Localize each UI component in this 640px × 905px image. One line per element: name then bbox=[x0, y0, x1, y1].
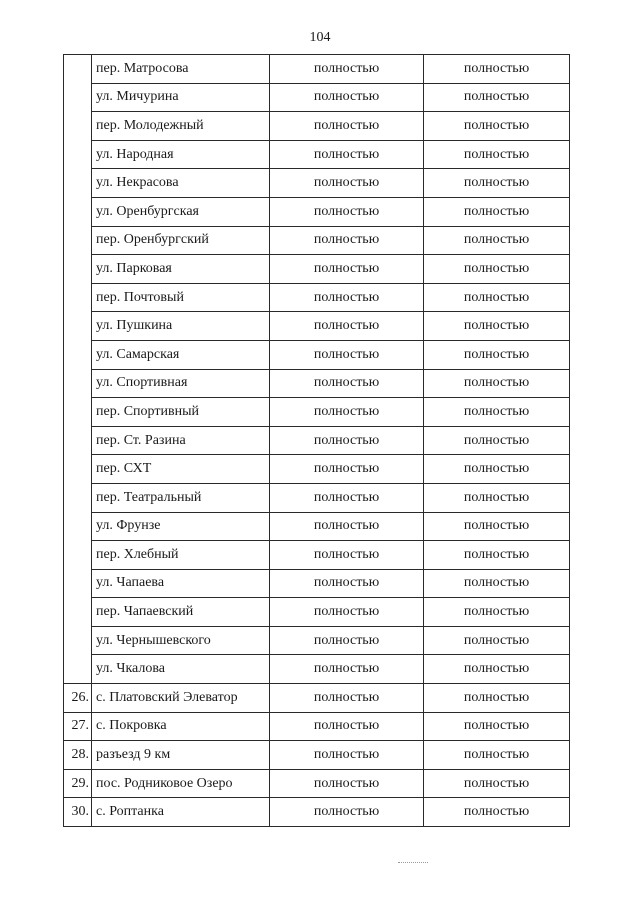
locality-name: с. Роптанка bbox=[92, 798, 270, 827]
coverage-col2: полностью bbox=[424, 283, 570, 312]
row-number bbox=[64, 340, 92, 369]
coverage-col2: полностью bbox=[424, 398, 570, 427]
row-number bbox=[64, 140, 92, 169]
coverage-col2: полностью bbox=[424, 255, 570, 284]
coverage-col1: полностью bbox=[270, 312, 424, 341]
locality-name: пер. Чапаевский bbox=[92, 598, 270, 627]
coverage-col1: полностью bbox=[270, 255, 424, 284]
coverage-col1: полностью bbox=[270, 455, 424, 484]
locality-name: ул. Чернышевского bbox=[92, 626, 270, 655]
coverage-col2: полностью bbox=[424, 83, 570, 112]
coverage-col2: полностью bbox=[424, 369, 570, 398]
coverage-col1: полностью bbox=[270, 83, 424, 112]
table-row bbox=[64, 769, 570, 798]
locality-name: ул. Некрасова bbox=[92, 169, 270, 198]
locality-name: ул. Оренбургская bbox=[92, 197, 270, 226]
table-row bbox=[64, 169, 570, 198]
footer-mark bbox=[398, 862, 428, 864]
coverage-col1: полностью bbox=[270, 769, 424, 798]
table-row bbox=[64, 283, 570, 312]
coverage-col2: полностью bbox=[424, 140, 570, 169]
coverage-col2: полностью bbox=[424, 684, 570, 713]
locality-name: ул. Парковая bbox=[92, 255, 270, 284]
coverage-col2: полностью bbox=[424, 483, 570, 512]
coverage-col1: полностью bbox=[270, 598, 424, 627]
row-number: 26. bbox=[64, 684, 92, 713]
locality-name: пер. СХТ bbox=[92, 455, 270, 484]
row-number bbox=[64, 283, 92, 312]
coverage-col1: полностью bbox=[270, 169, 424, 198]
coverage-col1: полностью bbox=[270, 512, 424, 541]
table-row bbox=[64, 798, 570, 827]
row-number bbox=[64, 312, 92, 341]
coverage-col1: полностью bbox=[270, 569, 424, 598]
coverage-col2: полностью bbox=[424, 798, 570, 827]
table-row bbox=[64, 255, 570, 284]
row-number bbox=[64, 226, 92, 255]
coverage-col2: полностью bbox=[424, 712, 570, 741]
coverage-col2: полностью bbox=[424, 226, 570, 255]
coverage-col2: полностью bbox=[424, 169, 570, 198]
coverage-col1: полностью bbox=[270, 798, 424, 827]
locality-name: пер. Хлебный bbox=[92, 541, 270, 570]
table-row bbox=[64, 512, 570, 541]
coverage-col1: полностью bbox=[270, 112, 424, 141]
coverage-col2: полностью bbox=[424, 512, 570, 541]
locality-name: пер. Ст. Разина bbox=[92, 426, 270, 455]
table-row bbox=[64, 569, 570, 598]
row-number: 27. bbox=[64, 712, 92, 741]
locality-name: с. Покровка bbox=[92, 712, 270, 741]
coverage-col2: полностью bbox=[424, 112, 570, 141]
coverage-col1: полностью bbox=[270, 626, 424, 655]
locality-name: ул. Мичурина bbox=[92, 83, 270, 112]
coverage-col2: полностью bbox=[424, 312, 570, 341]
coverage-col2: полностью bbox=[424, 655, 570, 684]
table-row bbox=[64, 369, 570, 398]
row-number bbox=[64, 369, 92, 398]
table-row bbox=[64, 312, 570, 341]
table-row bbox=[64, 340, 570, 369]
row-number bbox=[64, 626, 92, 655]
row-number bbox=[64, 255, 92, 284]
row-number: 28. bbox=[64, 741, 92, 770]
locality-name: ул. Народная bbox=[92, 140, 270, 169]
coverage-col2: полностью bbox=[424, 769, 570, 798]
table-row bbox=[64, 541, 570, 570]
table-row bbox=[64, 655, 570, 684]
row-number bbox=[64, 512, 92, 541]
row-number bbox=[64, 55, 92, 84]
row-number bbox=[64, 655, 92, 684]
locality-name: пер. Матросова bbox=[92, 55, 270, 84]
locality-name: с. Платовский Элеватор bbox=[92, 684, 270, 713]
coverage-col1: полностью bbox=[270, 226, 424, 255]
locality-name: пер. Молодежный bbox=[92, 112, 270, 141]
table-row bbox=[64, 712, 570, 741]
locality-name: ул. Пушкина bbox=[92, 312, 270, 341]
row-number: 30. bbox=[64, 798, 92, 827]
coverage-col1: полностью bbox=[270, 369, 424, 398]
locality-name: пер. Почтовый bbox=[92, 283, 270, 312]
row-number: 29. bbox=[64, 769, 92, 798]
table-row bbox=[64, 426, 570, 455]
table-row bbox=[64, 626, 570, 655]
coverage-col1: полностью bbox=[270, 398, 424, 427]
table-row bbox=[64, 226, 570, 255]
table-row bbox=[64, 483, 570, 512]
coverage-col1: полностью bbox=[270, 541, 424, 570]
coverage-col1: полностью bbox=[270, 426, 424, 455]
row-number bbox=[64, 455, 92, 484]
table-row bbox=[64, 684, 570, 713]
locality-name: ул. Чапаева bbox=[92, 569, 270, 598]
coverage-col1: полностью bbox=[270, 483, 424, 512]
coverage-col2: полностью bbox=[424, 598, 570, 627]
locality-name: пер. Спортивный bbox=[92, 398, 270, 427]
settlement-table bbox=[63, 54, 570, 827]
coverage-col2: полностью bbox=[424, 197, 570, 226]
coverage-col1: полностью bbox=[270, 712, 424, 741]
table-row bbox=[64, 112, 570, 141]
coverage-col1: полностью bbox=[270, 741, 424, 770]
row-number bbox=[64, 83, 92, 112]
table-row bbox=[64, 398, 570, 427]
locality-name: пос. Родниковое Озеро bbox=[92, 769, 270, 798]
row-number bbox=[64, 169, 92, 198]
coverage-col1: полностью bbox=[270, 283, 424, 312]
coverage-col1: полностью bbox=[270, 340, 424, 369]
coverage-col1: полностью bbox=[270, 684, 424, 713]
coverage-col2: полностью bbox=[424, 55, 570, 84]
coverage-col2: полностью bbox=[424, 626, 570, 655]
table-row bbox=[64, 83, 570, 112]
locality-name: ул. Фрунзе bbox=[92, 512, 270, 541]
locality-name: ул. Самарская bbox=[92, 340, 270, 369]
locality-name: ул. Спортивная bbox=[92, 369, 270, 398]
coverage-col2: полностью bbox=[424, 426, 570, 455]
page-number: 104 bbox=[309, 30, 331, 45]
table-row bbox=[64, 197, 570, 226]
locality-name: разъезд 9 км bbox=[92, 741, 270, 770]
row-number bbox=[64, 598, 92, 627]
row-number bbox=[64, 398, 92, 427]
coverage-col2: полностью bbox=[424, 340, 570, 369]
coverage-col1: полностью bbox=[270, 55, 424, 84]
table-row bbox=[64, 55, 570, 84]
locality-name: пер. Оренбургский bbox=[92, 226, 270, 255]
row-number bbox=[64, 197, 92, 226]
locality-name: ул. Чкалова bbox=[92, 655, 270, 684]
coverage-col1: полностью bbox=[270, 140, 424, 169]
locality-name: пер. Театральный bbox=[92, 483, 270, 512]
coverage-col2: полностью bbox=[424, 569, 570, 598]
table-row bbox=[64, 140, 570, 169]
row-number bbox=[64, 541, 92, 570]
coverage-col2: полностью bbox=[424, 541, 570, 570]
coverage-col2: полностью bbox=[424, 741, 570, 770]
coverage-col1: полностью bbox=[270, 655, 424, 684]
table-row bbox=[64, 455, 570, 484]
row-number bbox=[64, 483, 92, 512]
row-number bbox=[64, 569, 92, 598]
coverage-col2: полностью bbox=[424, 455, 570, 484]
row-number bbox=[64, 426, 92, 455]
table-row bbox=[64, 741, 570, 770]
table-row bbox=[64, 598, 570, 627]
coverage-col1: полностью bbox=[270, 197, 424, 226]
row-number bbox=[64, 112, 92, 141]
